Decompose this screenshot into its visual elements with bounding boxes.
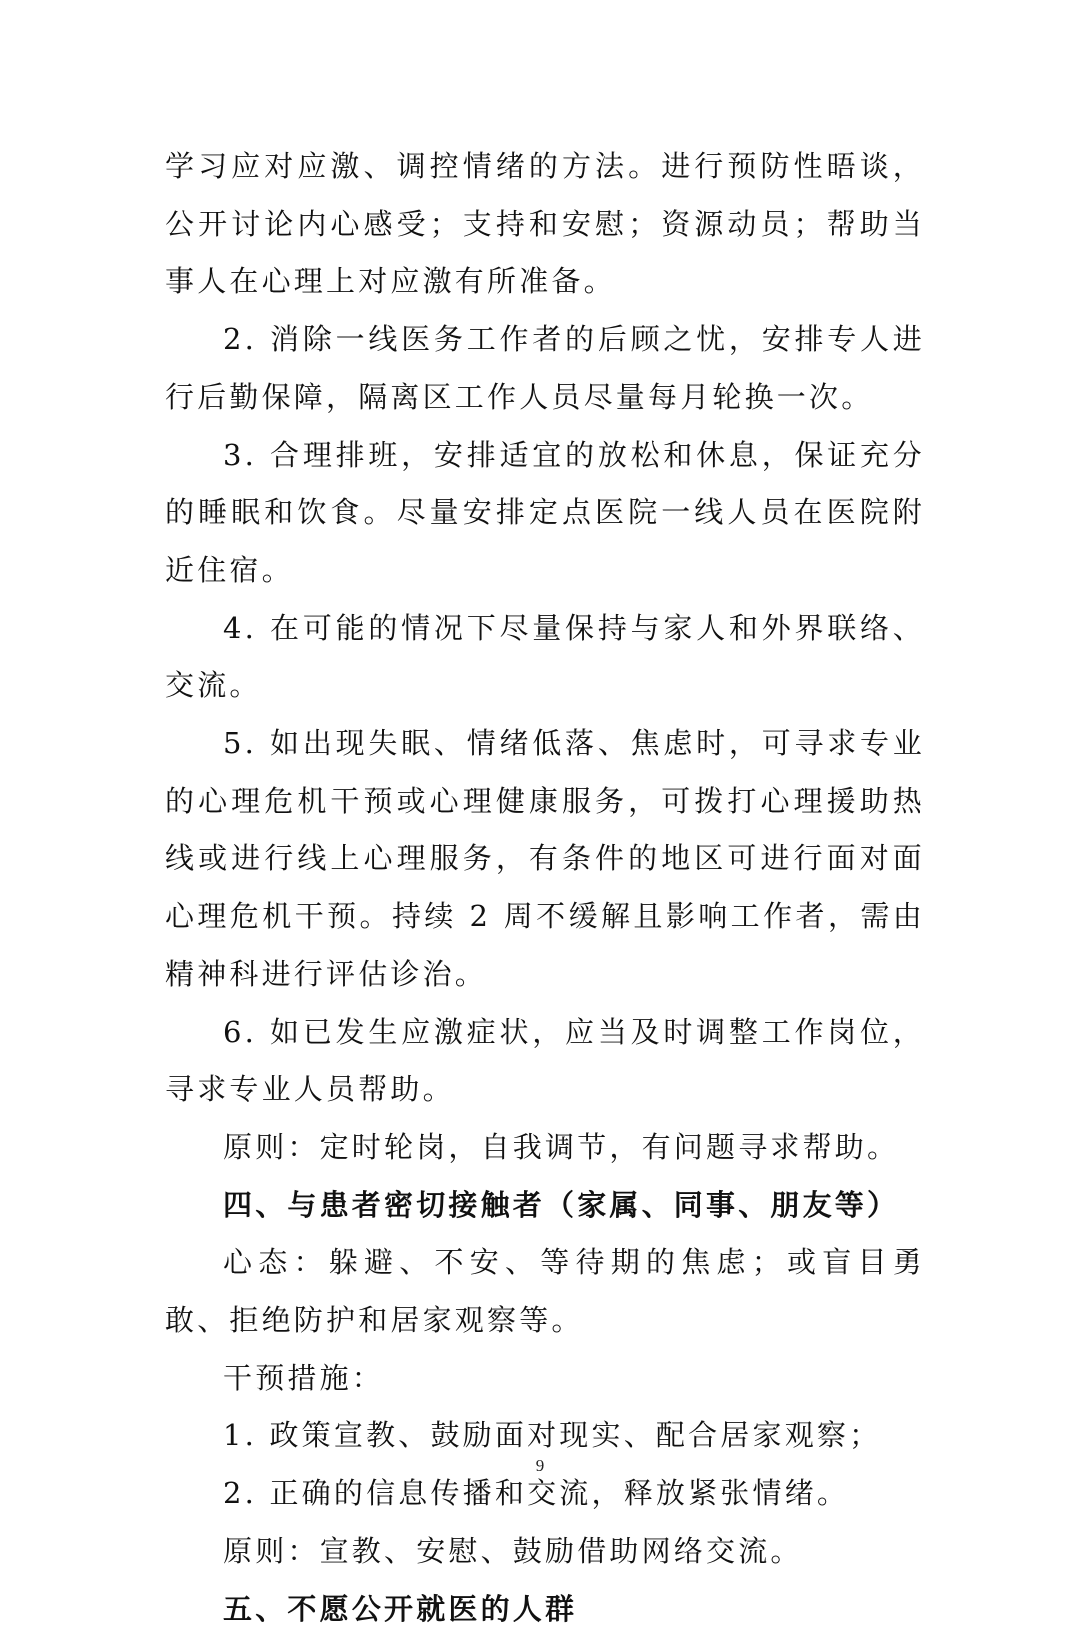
- paragraph-measure-1: 1. 政策宣教、鼓励面对现实、配合居家观察；: [223, 1418, 882, 1453]
- paragraph-item-2: 2. 消除一线医务工作者的后顾之忧，安排专人进行后勤保障，隔离区工作人员尽量每月轮换一次。: [165, 322, 925, 414]
- paragraph-item-4: 4. 在可能的情况下尽量保持与家人和外界联络、交流。: [165, 610, 925, 703]
- paragraph-principle-1: 原则：定时轮岗，自我调节，有问题寻求帮助。: [223, 1129, 900, 1164]
- paragraph-measure-2: 2. 正确的信息传播和交流，释放紧张情绪。: [223, 1476, 850, 1511]
- document-body: [165, 138, 925, 1638]
- paragraph-item-3: 3. 合理排班，安排适宜的放松和休息，保证充分的睡眠和饮食。尽量安排定点医院一线人员在医院附近住宿。: [165, 437, 925, 587]
- paragraph-measures-label: 干预措施：: [223, 1360, 385, 1395]
- section-heading-4: 四、与患者密切接触者（家属、同事、朋友等）: [223, 1187, 900, 1222]
- paragraph-continued-methods: 学习应对应激、调控情绪的方法。进行预防性晤谈，公开讨论内心感受；支持和安慰；资源动员；帮助当事人在心理上对应激有所准备。: [165, 149, 925, 299]
- paragraph-item-5: 5. 如出现失眠、情绪低落、焦虑时，可寻求专业的心理危机干预或心理健康服务，可拨打心理援助热线或进行线上心理服务，有条件的地区可进行面对面心理危机干预。持续 2 周不缓解且影响工作者，需由精神科进行评估诊治。: [165, 726, 925, 991]
- section-heading-5: 五、不愿公开就医的人群: [223, 1591, 578, 1626]
- paragraph-mentality: 心态：躲避、不安、等待期的焦虑；或盲目勇敢、拒绝防护和居家观察等。: [165, 1245, 925, 1338]
- page-number: 9: [535, 1456, 545, 1475]
- paragraph-item-6: 6. 如已发生应激症状，应当及时调整工作岗位，寻求专业人员帮助。: [165, 1014, 925, 1107]
- paragraph-principle-2: 原则：宣教、安慰、鼓励借助网络交流。: [223, 1533, 803, 1568]
